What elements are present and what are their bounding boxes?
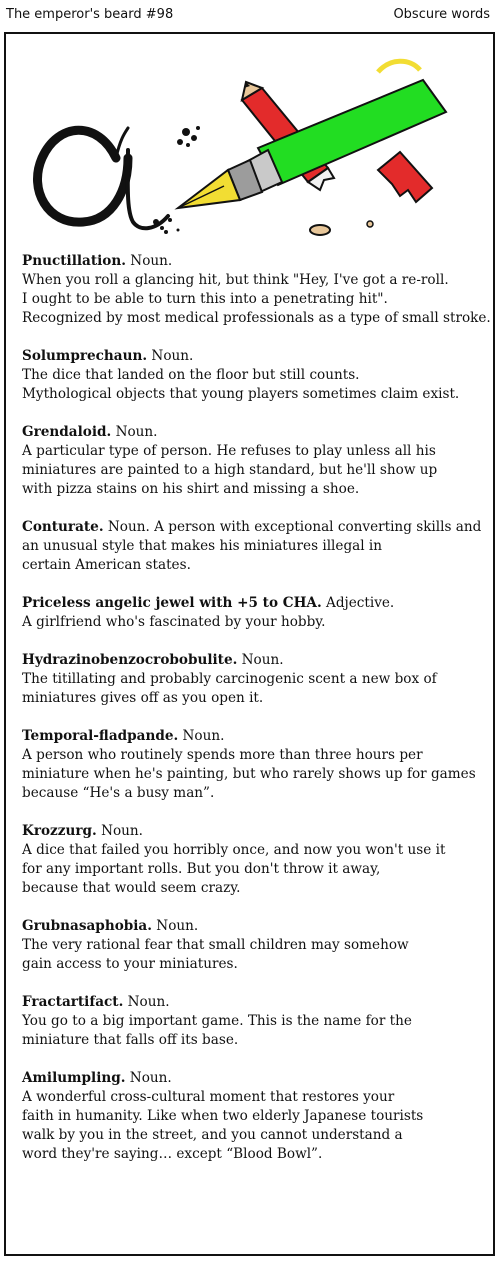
- entry-line: A dice that failed you horribly once, and now you won't use it: [22, 842, 446, 858]
- entry-heading: [22, 993, 477, 1012]
- definition-entry: [22, 518, 482, 575]
- header-bar: [0, 0, 500, 32]
- entry-heading: [22, 727, 477, 746]
- entry-line: with pizza stains on his shirt and missing a shoe.: [22, 481, 360, 497]
- entry-term: Amilumpling.: [22, 1070, 126, 1086]
- entry-heading: [22, 594, 477, 613]
- entry-line: miniatures are painted to a high standard, but he'll show up: [22, 462, 438, 478]
- entry-term: Fractartifact.: [22, 994, 124, 1010]
- entry-part-of-speech: Noun.: [147, 348, 194, 364]
- entry-heading: [22, 822, 477, 841]
- entry-line: an unusual style that makes his miniatures illegal in: [22, 538, 383, 554]
- entry-term: Temporal-fladpande.: [22, 728, 179, 744]
- entry-line: The dice that landed on the floor but still counts.: [22, 367, 360, 383]
- entry-line: The very rational fear that small children may somehow: [22, 937, 409, 953]
- entry-line: miniature that falls off its base.: [22, 1032, 239, 1048]
- entry-term: Pnuctillation.: [22, 253, 126, 269]
- entry-term: Grubnasaphobia.: [22, 918, 152, 934]
- entry-term: Priceless angelic jewel with +5 to CHA.: [22, 595, 322, 611]
- entry-part-of-speech: Noun. A person with exceptional converting skills and: [103, 519, 482, 535]
- entry-heading: [22, 1069, 477, 1088]
- definition-entry: [22, 1069, 477, 1164]
- entry-line: I ought to be able to turn this into a penetrating hit".: [22, 291, 388, 307]
- entry-heading: [22, 252, 477, 271]
- definition-entry: [22, 917, 477, 974]
- illustration: [28, 40, 468, 250]
- entry-line: certain American states.: [22, 557, 191, 573]
- entry-line: When you roll a glancing hit, but think "Hey, I've got a re-roll.: [22, 272, 449, 288]
- definition-entry: [22, 423, 477, 499]
- entry-term: Grendaloid.: [22, 424, 112, 440]
- entry-part-of-speech: Noun.: [178, 728, 225, 744]
- entry-line: miniature when he's painting, but who rarely shows up for games: [22, 766, 476, 782]
- entry-line: miniatures gives off as you open it.: [22, 690, 264, 706]
- definition-entry: [22, 822, 477, 898]
- entry-part-of-speech: Noun.: [123, 994, 170, 1010]
- entry-part-of-speech: Noun.: [125, 1070, 172, 1086]
- comic-title: The emperor's beard #98: [6, 7, 174, 22]
- entry-line: A particular type of person. He refuses to play unless all his: [22, 443, 436, 459]
- definition-entry: [22, 252, 491, 328]
- entry-part-of-speech: Adjective.: [321, 595, 395, 611]
- entry-heading: [22, 651, 477, 670]
- calligraphy-letter-a-icon: [37, 128, 168, 228]
- entry-line: faith in humanity. Like when two elderly Japanese tourists: [22, 1108, 424, 1124]
- entry-term: Solumprechaun.: [22, 348, 148, 364]
- entry-line: walk by you in the street, and you cannot understand a: [22, 1127, 403, 1143]
- entry-part-of-speech: Noun.: [237, 652, 284, 668]
- entry-part-of-speech: Noun.: [125, 253, 173, 269]
- entry-heading: [22, 518, 482, 537]
- definition-entry: [22, 727, 477, 803]
- entry-part-of-speech: Noun.: [111, 424, 158, 440]
- entry-line: because that would seem crazy.: [22, 880, 241, 896]
- entry-line: You go to a big important game. This is the name for the: [22, 1013, 412, 1029]
- entry-line: A girlfriend who's fascinated by your hobby.: [22, 614, 326, 630]
- entry-heading: [22, 347, 477, 366]
- entry-line: The titillating and probably carcinogenic scent a new box of: [22, 671, 437, 687]
- entry-term: Krozzurg.: [22, 823, 97, 839]
- definition-entry: [22, 993, 477, 1050]
- entry-line: word they're saying… except “Blood Bowl”.: [22, 1146, 323, 1162]
- entry-part-of-speech: Noun.: [151, 918, 199, 934]
- entry-term: Conturate.: [22, 519, 104, 535]
- entry-line: because “He's a busy man”.: [22, 785, 215, 801]
- entry-heading: [22, 917, 477, 936]
- definition-entry: [22, 594, 477, 632]
- definition-entry: [22, 651, 477, 708]
- entry-term: Hydrazinobenzocrobobulite.: [22, 652, 238, 668]
- ink-splatter-icon: [153, 126, 200, 234]
- entry-part-of-speech: Noun.: [96, 823, 143, 839]
- entry-line: A person who routinely spends more than three hours per: [22, 747, 423, 763]
- entry-line: gain access to your miniatures.: [22, 956, 238, 972]
- entry-heading: [22, 423, 477, 442]
- entry-line: for any important rolls. But you don't throw it away,: [22, 861, 381, 877]
- entry-line: Mythological objects that young players sometimes claim exist.: [22, 386, 460, 402]
- entry-line: Recognized by most medical professionals as a type of small stroke.: [22, 310, 491, 326]
- entry-line: A wonderful cross-cultural moment that restores your: [22, 1089, 395, 1105]
- definition-entry: [22, 347, 477, 404]
- series-title: Obscure words: [393, 7, 490, 22]
- definitions-list: [22, 252, 491, 1183]
